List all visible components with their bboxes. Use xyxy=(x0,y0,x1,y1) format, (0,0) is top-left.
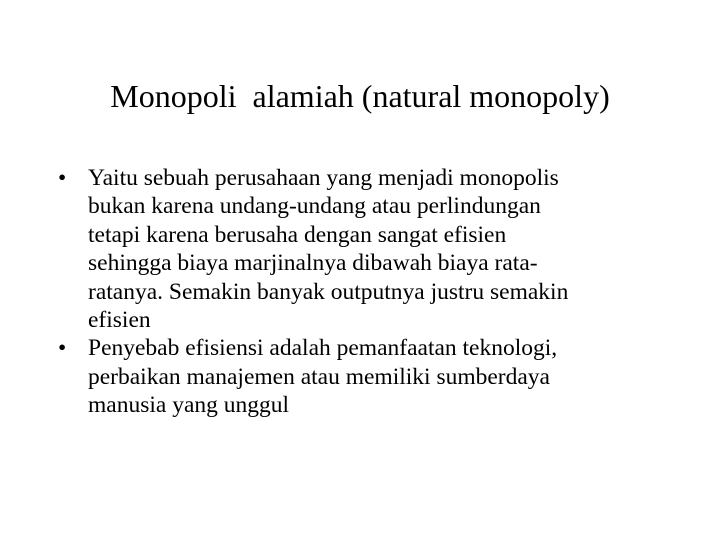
bullet-1-line-3: tetapi karena berusaha dengan sangat efisien xyxy=(88,221,507,248)
bullet-1-line-4: sehingga biaya marjinalnya dibawah biaya rata- xyxy=(88,250,538,277)
bullet-item-1 xyxy=(58,164,678,334)
bullet-2-line-2: perbaikan manajemen atau memiliki sumberdaya xyxy=(88,363,550,390)
slide-title: Monopoli alamiah (natural monopoly) xyxy=(110,78,610,114)
bullet-list xyxy=(58,164,678,420)
bullet-1-line-5: ratanya. Semakin banyak outputnya justru semakin xyxy=(88,278,569,305)
bullet-2-line-3: manusia yang unggul xyxy=(88,392,290,419)
bullet-1-line-1: Yaitu sebuah perusahaan yang menjadi monopolis xyxy=(88,165,559,191)
bullet-item-2 xyxy=(58,334,678,419)
bullet-icon: • xyxy=(58,165,67,191)
bullet-1-line-2: bukan karena undang-undang atau perlindungan xyxy=(88,193,541,220)
bullet-1-line-6: efisien xyxy=(88,307,151,334)
bullet-icon: • xyxy=(58,335,67,362)
bullet-2-line-1: Penyebab efisiensi adalah pemanfaatan teknologi, xyxy=(88,335,558,362)
